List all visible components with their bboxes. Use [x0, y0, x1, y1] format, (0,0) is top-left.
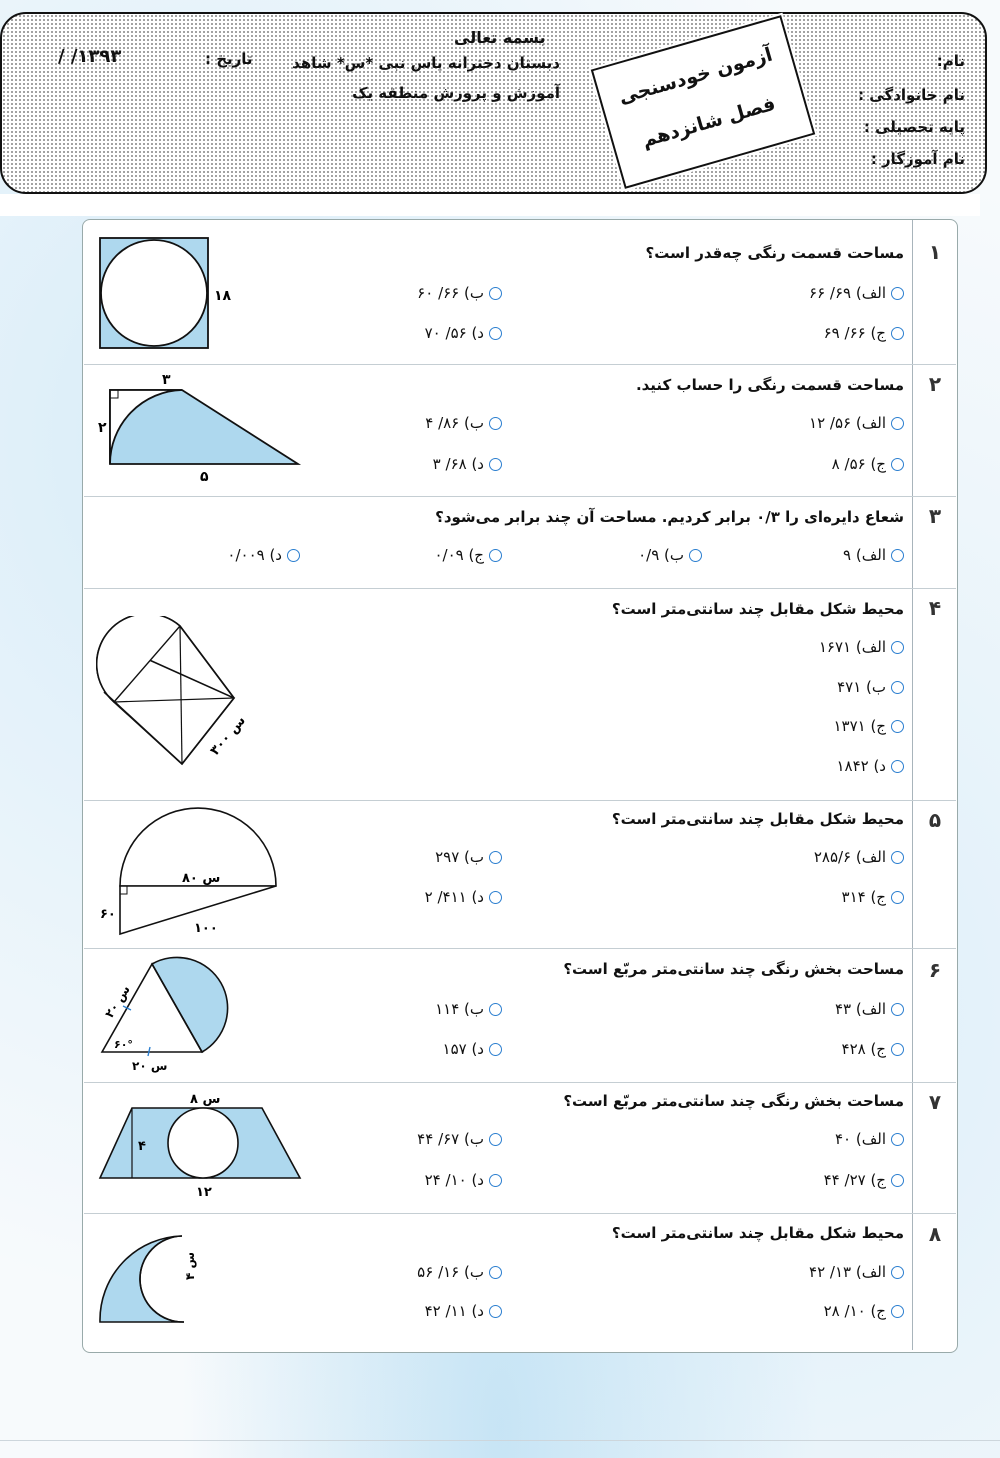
option-c[interactable]: ج) ۱۳۷۱	[833, 717, 904, 735]
radio-icon[interactable]	[489, 1003, 502, 1016]
question-number: ۷	[928, 1090, 942, 1114]
field-teacher: نام آموزگار :	[870, 150, 965, 168]
figure-label: ۱۲	[196, 1185, 212, 1200]
figure-label: ۸۰ س	[182, 871, 221, 886]
question-divider	[84, 364, 956, 365]
figure-label: ۱۸	[214, 288, 232, 304]
radio-icon[interactable]	[891, 458, 904, 471]
question-text: محیط شکل مقابل چند سانتی‌متر است؟	[611, 1224, 904, 1242]
radio-icon[interactable]	[891, 1266, 904, 1279]
radio-icon[interactable]	[891, 681, 904, 694]
radio-icon[interactable]	[287, 549, 300, 562]
option-d[interactable]: د) ۰/۰۰۹	[227, 546, 300, 564]
figure-label: ۱۰۰	[194, 921, 218, 936]
option-c[interactable]: ج) ۲۷/ ۴۴	[824, 1171, 904, 1189]
question-divider	[84, 800, 956, 801]
radio-icon[interactable]	[891, 851, 904, 864]
question-text: مساحت بخش رنگی چند سانتی‌متر مربّع است؟	[563, 1092, 904, 1110]
radio-icon[interactable]	[891, 891, 904, 904]
figure-circle-in-square	[96, 234, 246, 354]
option-a[interactable]: الف) ۶۹/ ۶۶	[809, 284, 904, 302]
school-name: دبستان دخترانه یاس نبی *س* شاهد	[292, 54, 560, 72]
figure-triangle-semicircle	[96, 954, 236, 1076]
option-b[interactable]: ب) ۲۹۷	[435, 848, 502, 866]
field-family-name: نام خانوادگی :	[858, 86, 965, 104]
radio-icon[interactable]	[489, 891, 502, 904]
question-divider	[84, 948, 956, 949]
figure-square-semicircle	[96, 616, 256, 786]
option-b[interactable]: ب) ۰/۹	[638, 546, 702, 564]
radio-icon[interactable]	[891, 1305, 904, 1318]
figure-label: ۶۰°	[114, 1038, 133, 1051]
option-a[interactable]: الف) ۴۳	[835, 1000, 904, 1018]
district-name: آموزش و پرورش منطقه یک	[352, 84, 560, 102]
question-number: ۴	[928, 596, 942, 620]
question-number: ۲	[928, 372, 942, 396]
option-a[interactable]: الف) ۱۶۷۱	[819, 638, 904, 656]
figure-label: ۲۰ س	[132, 1059, 168, 1073]
option-c[interactable]: ج) ۶۶/ ۶۹	[824, 324, 904, 342]
radio-icon[interactable]	[489, 287, 502, 300]
radio-icon[interactable]	[891, 641, 904, 654]
radio-icon[interactable]	[489, 1266, 502, 1279]
option-a[interactable]: الف) ۹	[843, 546, 904, 564]
figure-label: ۳	[162, 372, 171, 388]
basmala: بسمه تعالی	[454, 28, 546, 47]
option-b[interactable]: ب) ۱۱۴	[435, 1000, 502, 1018]
option-a[interactable]: الف) ۵۶/ ۱۲	[809, 414, 904, 432]
figure-label: ۲۰ س	[102, 982, 133, 1021]
exam-title: آزمون خودسنجی	[616, 43, 775, 109]
exam-chapter: فصل شانزدهم	[639, 92, 778, 152]
option-d[interactable]: د) ۱۱/ ۴۲	[425, 1302, 502, 1320]
option-d[interactable]: د) ۴۱۱/ ۲	[425, 888, 502, 906]
question-text: مساحت قسمت رنگی چه‌قدر است؟	[645, 244, 904, 262]
option-c[interactable]: ج) ۳۱۴	[842, 888, 904, 906]
question-divider	[84, 1213, 956, 1214]
option-d[interactable]: د) ۱۰/ ۲۴	[425, 1171, 502, 1189]
question-divider	[84, 1082, 956, 1083]
question-text: محیط شکل مقابل چند سانتی‌متر است؟	[611, 600, 904, 618]
radio-icon[interactable]	[891, 287, 904, 300]
option-b[interactable]: ب) ۶۷/ ۴۴	[417, 1130, 502, 1148]
question-text: مساحت قسمت رنگی را حساب کنید.	[635, 376, 904, 394]
radio-icon[interactable]	[891, 1133, 904, 1146]
header-strip	[0, 194, 980, 216]
radio-icon[interactable]	[891, 327, 904, 340]
radio-icon[interactable]	[891, 720, 904, 733]
option-b[interactable]: ب) ۸۶/ ۴	[425, 414, 502, 432]
figure-trapezoid-circle	[96, 1088, 316, 1206]
radio-icon[interactable]	[891, 549, 904, 562]
option-b[interactable]: ب) ۶۶/ ۶۰	[417, 284, 502, 302]
question-number: ۵	[928, 808, 942, 832]
radio-icon[interactable]	[489, 1305, 502, 1318]
exam-header	[0, 12, 987, 194]
question-text: مساحت بخش رنگی چند سانتی‌متر مربّع است؟	[563, 960, 904, 978]
option-c[interactable]: ج) ۱۰/ ۲۸	[824, 1302, 904, 1320]
figure-crescent	[96, 1232, 226, 1332]
radio-icon[interactable]	[489, 1043, 502, 1056]
question-number: ۳	[928, 504, 942, 528]
radio-icon[interactable]	[489, 851, 502, 864]
radio-icon[interactable]	[891, 1043, 904, 1056]
question-number: ۶	[928, 958, 942, 982]
figure-label: ۲	[98, 420, 107, 436]
figure-trapezoid-semicircle	[94, 368, 304, 488]
option-d[interactable]: د) ۱۵۷	[443, 1040, 502, 1058]
figure-label: ۴	[138, 1139, 146, 1154]
number-column-divider	[912, 220, 913, 1350]
question-text: محیط شکل مقابل چند سانتی‌متر است؟	[611, 810, 904, 828]
radio-icon[interactable]	[489, 1133, 502, 1146]
radio-icon[interactable]	[489, 1174, 502, 1187]
radio-icon[interactable]	[689, 549, 702, 562]
figure-label: ۸ س	[190, 1092, 221, 1107]
question-divider	[84, 588, 956, 589]
option-c[interactable]: ج) ۵۶/ ۸	[832, 455, 904, 473]
date-value: ۱۳۹۳/ /	[58, 46, 122, 67]
question-divider	[84, 496, 956, 497]
page-bottom-line	[0, 1440, 1000, 1441]
figure-label: ۵	[200, 469, 209, 485]
figure-semicircle-triangle	[94, 806, 294, 942]
field-grade: پایه تحصیلی :	[863, 118, 965, 136]
field-name: نام:	[936, 52, 965, 70]
option-d[interactable]: د) ۵۶/ ۷۰	[425, 324, 502, 342]
option-c[interactable]: ج) ۴۲۸	[842, 1040, 904, 1058]
radio-icon[interactable]	[489, 327, 502, 340]
option-b[interactable]: ب) ۴۷۱	[837, 678, 904, 696]
option-b[interactable]: ب) ۱۶/ ۵۶	[417, 1263, 502, 1281]
question-number: ۱	[928, 240, 942, 264]
radio-icon[interactable]	[489, 417, 502, 430]
question-text: شعاع دایره‌ای را ۰/۳ برابر کردیم. مساحت آن چند برابر می‌شود؟	[435, 508, 904, 526]
radio-icon[interactable]	[489, 549, 502, 562]
option-d[interactable]: د) ۱۸۴۲	[836, 757, 904, 775]
option-a[interactable]: الف) ۱۳/ ۴۲	[809, 1263, 904, 1281]
figure-label: ۶۰	[100, 907, 116, 922]
figure-label: ۴ س	[183, 1251, 197, 1280]
radio-icon[interactable]	[489, 458, 502, 471]
option-c[interactable]: ج) ۰/۰۹	[434, 546, 502, 564]
figure-label: ۳۰۰ س	[207, 713, 249, 759]
option-a[interactable]: الف) ۴۰	[835, 1130, 904, 1148]
option-d[interactable]: د) ۶۸/ ۳	[433, 455, 502, 473]
option-a[interactable]: الف) ۲۸۵/۶	[814, 848, 904, 866]
radio-icon[interactable]	[891, 760, 904, 773]
question-number: ۸	[928, 1222, 942, 1246]
date-label: تاریخ :	[205, 50, 253, 68]
radio-icon[interactable]	[891, 1174, 904, 1187]
radio-icon[interactable]	[891, 417, 904, 430]
radio-icon[interactable]	[891, 1003, 904, 1016]
